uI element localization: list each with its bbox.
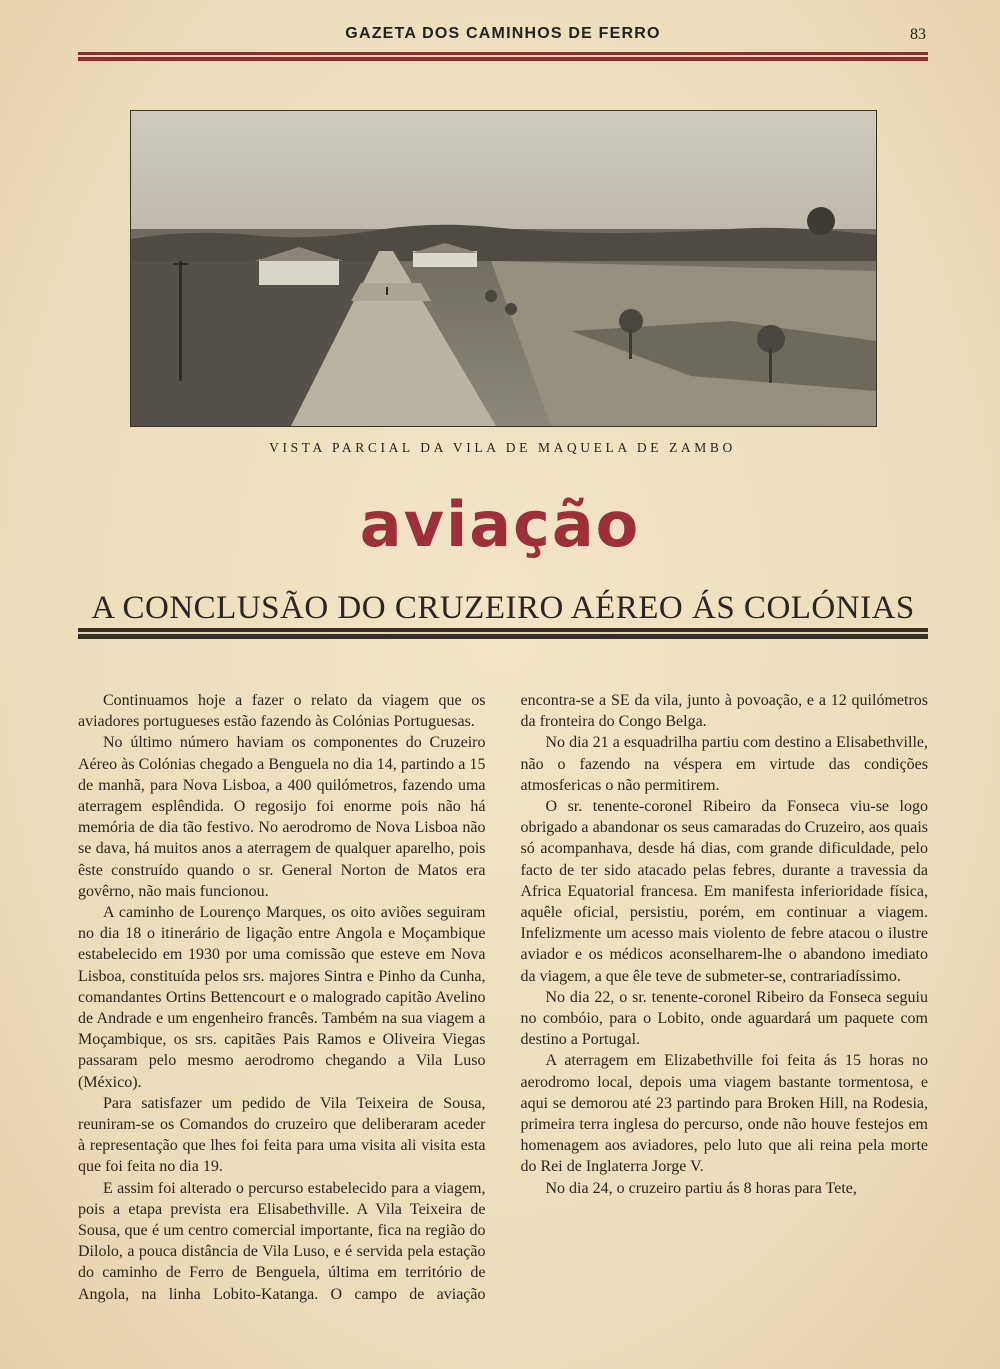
paragraph: Continuamos hoje a fazer o relato da viagem que os aviadores portugueses estão fazendo às Colónias Portuguesas. <box>78 692 486 731</box>
paragraph: E assim foi alterado o percurso estabelecido para a viagem, pois a etapa prevista era Elisabethville. A Vila Teixeira de Sousa, que é um centro comercial importante, fica na região do Dilolo, a pouca distância de Vila Luso, e é servida pela estação do caminho de Ferro de Benguela, última em território de Angola, na linha Lobito-Katanga. O campo de aviação encontra-se a SE da vila, junto à povoação, e a 12 quilómetros da fronteira do Congo Belga. <box>78 692 928 1303</box>
paragraph: No dia 24, o cruzeiro partiu ás 8 horas para Tete, <box>545 1179 857 1197</box>
town-photograph <box>130 110 877 427</box>
paragraph: A aterragem em Elizabethville foi feita ás 15 horas no aerodromo local, depois uma viagem bastante tormentosa, e aqui se demorou até 23 partindo para Broken Hill, na Rodesia, primeira terra inglesa do percurso, onde não houve festejos em homenagem aos aviadores, pelo luto que ali reina pela morte do Rei de Inglaterra Jorge V. <box>520 1052 928 1176</box>
headline-rule <box>78 628 928 639</box>
running-head <box>78 22 928 48</box>
photo-caption: VISTA PARCIAL DA VILA DE MAQUELA DE ZAMBO <box>269 440 736 455</box>
article-body <box>78 690 928 1320</box>
journal-title: GAZETA DOS CAMINHOS DE FERRO <box>345 25 661 42</box>
paragraph: No dia 22, o sr. tenente-coronel Ribeiro da Fonseca seguiu no combóio, para o Lobito, onde aguardará um paquete com destino a Portugal. <box>520 988 928 1049</box>
paragraph: No último número haviam os componentes do Cruzeiro Aéreo às Colónias chegado a Benguela no dia 14, partindo a 15 de manhã, para Nova Lisboa, a 400 quilómetros, fazendo uma aterragem esplêndida. O regosijo foi enorme pois não há memória de dia tão festivo. No aerodromo de Nova Lisboa não se dava, há muitos anos a aterragem de qualquer aparelho, pois êste construído quando o sr. General Norton de Matos era govêrno, não mais funcionou. <box>78 734 486 900</box>
section-title: aviação <box>359 488 641 561</box>
header-rule <box>78 52 928 61</box>
page-number: 83 <box>910 26 926 43</box>
article-headline: A CONCLUSÃO DO CRUZEIRO AÉREO ÁS COLÓNIAS <box>91 590 915 626</box>
paragraph: A caminho de Lourenço Marques, os oito aviões seguiram no dia 18 o itinerário de ligação entre Angola e Moçambique estabelecido em 1930 por uma comissão que esteve em Nova Lisboa, constituída pelos srs. majores Sintra e Pinho da Cunha, comandantes Ortins Bettencourt e o malogrado capitão Avelino de Andrade e um engenheiro francês. Também na sua viagem a Moçambique, os srs. capitães Pais Ramos e Oliveira Viegas passaram pelo mesmo aerodromo chegando a Vila Luso (México). <box>78 904 486 1091</box>
paragraph: Para satisfazer um pedido de Vila Teixeira de Sousa, reuniram-se os Comandos do cruzeiro que deliberaram aceder à representação que lhes foi feita para uma visita ali visita esta que foi feita no dia 19. <box>78 1094 486 1176</box>
paragraph: O sr. tenente-coronel Ribeiro da Fonseca viu-se logo obrigado a abandonar os seus camaradas do Cruzeiro, aos quais só acompanhava, desde há dias, com grande dificuldade, pelo facto de ter sido atacado pelas febres, durante a travessia da Africa Equatorial francesa. Em manifesta inferioridade física, aquêle oficial, persistiu, porém, em continuar a viagem. Infelizmente um acesso mais violento de febre atacou o ilustre aviador e os médicos aconselharem-lhe o abandono imediato da viagem, a que êle teve de submeter-se, contrariadíssimo. <box>520 798 928 985</box>
paragraph: No dia 21 a esquadrilha partiu com destino a Elisabethville, não o fazendo na véspera em virtude das condições atmosfericas o não permitirem. <box>520 734 928 794</box>
